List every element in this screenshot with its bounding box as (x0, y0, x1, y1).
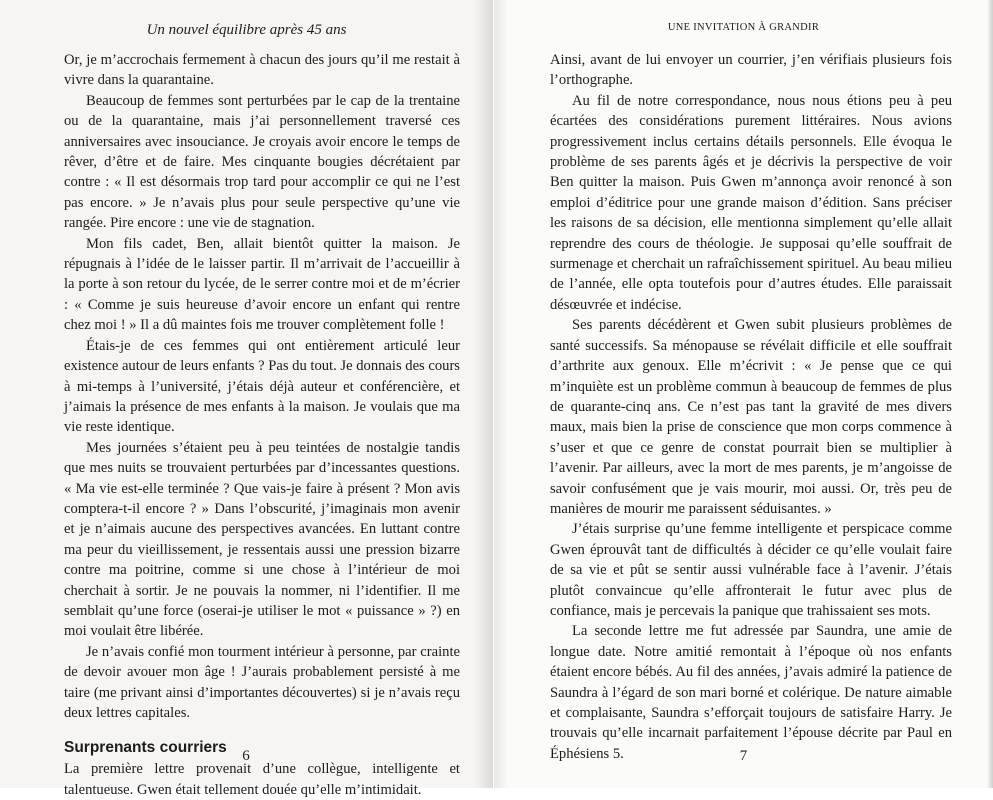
paragraph: Mes journées s’étaient peu à peu teintées de nostalgie tandis que mes nuits se trouvaient perturbées par d’incessantes questions. « Ma vie est-elle terminée ? Que vais-je faire à présent ? Mon avis comptera-t-il encore ? » Dans l’obscurité, j’imaginais mon avenir et je n’aimais aucune des perspectives avancées. En luttant contre ma peur du vieillissement, je ressentais aussi une pression bizarre contre ma poitrine, comme si une chose à l’intérieur de moi cherchait à sortir. Je ne pouvais la nommer, ni l’identifier. Il me semblait qu’une force (oserai-je utiliser le mot « puissance » ?) en moi voulait être libérée. (64, 439, 460, 640)
right-page (494, 0, 993, 788)
paragraph: Étais-je de ces femmes qui ont entièrement articulé leur existence autour de leurs enfants ? Pas du tout. Je donnais des cours à mi-temps à l’université, j’étais déjà auteur et conférencière, et j’aimais la présence de mes enfants à la maison. Je voulais que ma vie reste identique. (64, 337, 460, 436)
page-number-left: 6 (242, 748, 250, 764)
running-head-left: Un nouvel équilibre après 45 ans (146, 22, 347, 38)
right-text-block (550, 50, 952, 764)
paragraph: Mon fils cadet, Ben, allait bientôt quitter la maison. Je répugnais à l’idée de le laisser partir. Il m’arrivait de l’accueillir à la porte à son retour du lycée, de le serrer contre moi et de m’écrier : « Comme je suis heureuse d’avoir encore un enfant qui rentre chez moi ! » Il a dû maintes fois me trouver complètement folle ! (64, 235, 460, 334)
paragraph: La première lettre provenait d’une collègue, intelligente et talentueuse. Gwen était tellement douée qu’elle m’intimidait. (64, 761, 460, 798)
running-head-right: UNE INVITATION À GRANDIR (667, 22, 820, 33)
left-text-block (64, 50, 460, 800)
left-page (0, 0, 493, 798)
gutter-shadow (494, 0, 508, 788)
page-edge-shadow (987, 0, 993, 788)
gutter-shadow (474, 0, 492, 788)
paragraph: Je n’avais confié mon tourment intérieur à personne, par crainte de devoir avouer mon âge ! J’aurais probablement persisté à me taire (me privant ainsi d’importantes découvertes) si je n’avais reçu deux lettres capitales. (64, 643, 460, 721)
paragraph: Or, je m’accrochais fermement à chacun des jours qu’il me restait à vivre dans la quarantaine. (64, 52, 460, 89)
paragraph: Ses parents décédèrent et Gwen subit plusieurs problèmes de santé successifs. Sa ménopause se révélait difficile et elle souffrait d’arthrite aux genoux. Elle m’écrivit : « Je pense que ce qui m’inquiète est un problème commun à beaucoup de femmes de plus de quarante-cinq ans. Ce n’est pas tant la gravité de mes divers maux, mais bien la prise de conscience que mon corps commence à s’user et que ce genre de constat pourrait bien se multiplier à l’avenir. Par ailleurs, avec la mort de mes parents, je m’angoisse de savoir confusément que je vais mourir, moi aussi. Or, très peu de manières de mourir me paraissent séduisantes. » (550, 317, 952, 517)
paragraph: La seconde lettre me fut adressée par Saundra, une amie de longue date. Notre amitié remontait à l’époque où nos enfants étaient encore bébés. Au fil des années, j’avais admiré la patience de Saundra à l’égard de son mari borné et colérique. De nature aimable et complaisante, Saundra s’efforçait toujours de satisfaire Harry. Je trouvais qu’elle incarnait parfaitement l’épouse décrite par Paul en Éphésiens 5. (550, 623, 952, 762)
paragraph: Au fil de notre correspondance, nous nous étions peu à peu écartées des considérations purement littéraires. Nous avions progressivement inclus certains détails personnels. Elle évoqua le problème de ses parents âgés et je décrivis la perspective de voir Ben quitter la maison. Puis Gwen m’annonça avoir renoncé à son emploi d’éditrice pour une grande maison d’édition. Sans préciser les raisons de sa décision, elle mentionna simplement qu’elle allait reprendre des cours de théologie. Je supposai qu’elle souffrait de surmenage et cherchait un rafraîchissement spirituel. Au beau milieu de l’année, elle opta toutefois pour d’autres études. Elle paraissait désœuvrée et indécise. (550, 92, 952, 313)
paragraph: Beaucoup de femmes sont perturbées par le cap de la trentaine ou de la quarantaine, mais j’ai personnellement traversé ces anniversaires avec insouciance. Je croyais avoir encore le temps de rêver, d’être et de faire. Mes cinquante bougies décrétaient par contre : « Il est désormais trop tard pour accomplir ce qui ne l’est pas encore. » Je n’avais plus pour seule perspective qu’une vie rangée. Pire encore : une vie de stagnation. (64, 92, 460, 232)
page-number-right: 7 (739, 748, 748, 764)
section-heading: Surprenants courriers (64, 739, 227, 757)
paragraph: Ainsi, avant de lui envoyer un courrier, j’en vérifiais plusieurs fois l’orthographe. (550, 52, 952, 89)
paragraph: J’étais surprise qu’une femme intelligente et perspicace comme Gwen éprouvât tant de difficultés à décider ce qu’elle voulait faire de sa vie et pût se sentir aussi vulnérable face à l’avenir. J’étais plutôt convaincue qu’elle affronterait le futur avec plus de confiance, mais je percevais la panique que trahissaient ses mots. (550, 521, 952, 619)
